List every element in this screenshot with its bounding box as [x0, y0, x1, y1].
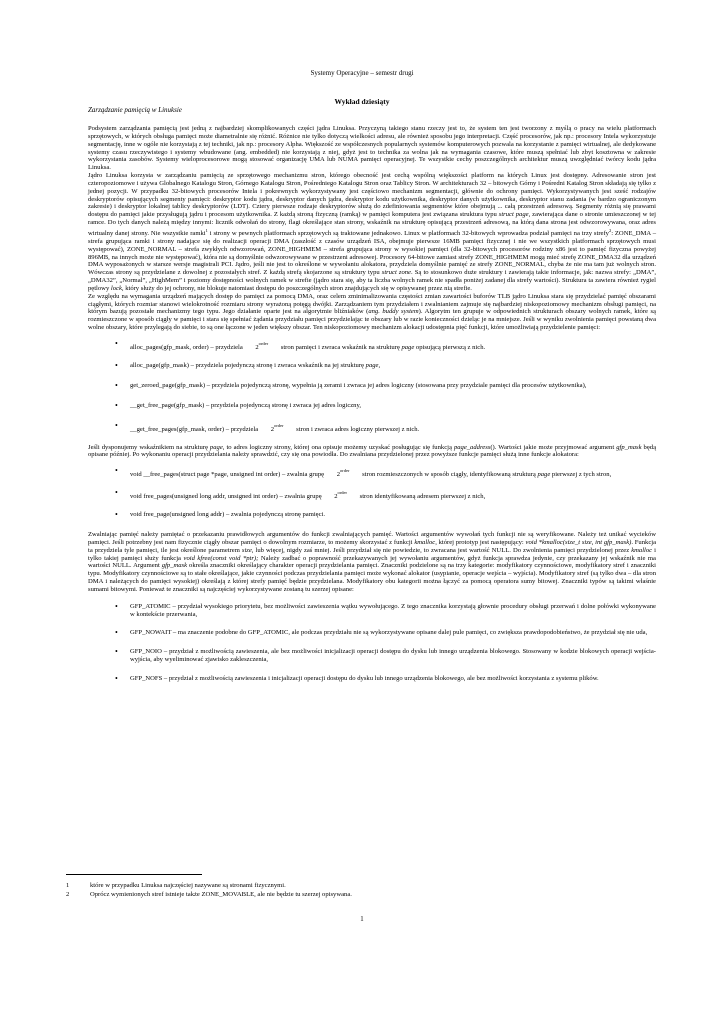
list-item: • alloc_pages(gfp_mask, order) – przydziela $2^{order}stron$ pamięci i zwraca wskaźnik na strukturę page opisującą pierwszą z nich. — [115, 338, 486, 351]
footnote-separator — [66, 874, 202, 875]
footnote-ref-1[interactable]: 1 — [205, 227, 208, 233]
running-header: Systemy Operacyjne – semestr drugi — [310, 69, 414, 77]
list-item: • void free_page(unsigned long addr) – zwalnia pojedynczą stronę pamięci. — [115, 510, 325, 519]
bullet-icon: • — [115, 400, 118, 410]
bullet-icon: • — [115, 380, 118, 390]
power-of-two: $2^{order}$ — [255, 340, 269, 351]
footnote-2: 2 Oprócz wymienionych stref istnieje także ZONE_MOVABLE, ale nie będzie tu szerzej opisywana. — [66, 891, 352, 898]
page-number: 1 — [360, 916, 364, 923]
alloc-functions-list — [88, 340, 656, 434]
list-item: • GFP_NOIO – przydział z możliwością zawieszenia, ale bez możliwości inicjalizacji operacji dostępu do dysku lub innego urządzenia blokowego. Stosowany w kodzie blokowych operacji wejścia-wyjścia, aby wyeliminować zjawisko zakleszczenia, — [115, 647, 656, 664]
power-of-two: $2^{order}$ — [270, 422, 284, 433]
bullet-icon: • — [115, 647, 118, 657]
body-content — [88, 125, 656, 694]
list-item: • GFP_NOWAIT – ma znaczenie podobne do GFP_ATOMIC, ale podczas przydziału nie są wykorzystywane opisane dalej pule pamięci, co zwiększa prawdopodobieństwo, że przydział się nie uda, — [115, 628, 648, 638]
list-item: • __get_free_page(gfp_mask) – przydziela pojedynczą stronę i zwraca jej adres logiczny, — [115, 400, 361, 410]
list-item: • __get_free_pages(gfp_mask, order) – przydziela $2^{order}stron$ i zwraca adres logiczny pierwszej z nich. — [115, 420, 420, 433]
list-item: • GFP_NOFS – przydział z możliwością zawieszenia i inicjalizacji operacji dostępu do dysku lub innego urządzenia blokowego, ale bez możliwości korzystania z systemu plików. — [115, 673, 599, 683]
bullet-icon: • — [115, 420, 118, 430]
power-of-two: $2^{order}$ — [334, 490, 348, 501]
list-item: • GFP_ATOMIC – przydział wysokiego priorytetu, bez możliwości zawieszenia wątku wywołującego. Z tego znacznika korzystają głownie procedury obsługi przerwań i dolne połówki wykonywane w kontekście przerwania, — [115, 601, 656, 618]
bullet-icon: • — [115, 360, 118, 370]
free-functions-list — [88, 467, 656, 521]
buddy-paragraph: Ze względu na wymagania urządzeń mających dostęp do pamięci za pomocą DMA, oraz celem zminimalizowania częstości zmian zawartości buforów TLB jądro Linuksa stara się przydzielać pamięć obszarami ciągłymi, których rozmiar stanowi wielokrotność rozmiaru strony wyrażoną potęgą dwójki. Zarządzaniem tym przydziałem i zwalnianiem zajmuje się najbardziej niskopoziomowy mechanizm obsługi pamięci, na którym bazują pozostałe mechanizmy tego typu. Jego działanie oparte jest na algorytmie bliźniaków (ang. buddy system). Algorytm ten grupuje w odpowiednich strukturach obszary wolnych ramek, które są rozmieszczone w sposób ciągły w pamięci i stara się spełniać żądania przydziału pamięci przydzielając te obszary lub w razie konieczności dzieląc je na mniejsze. Jeśli w wyniku zwolnienia pamięci powstaną dwa wolne obszary, które przylegają do siebie, to są one łączone w jeden większy obszar. Ten niskopoziomowy mechanizm alokacji udostępnia pięć funkcji, które umożliwiają przydzielenie pamięci: — [88, 292, 656, 332]
intro-paragraph: Podsystem zarządzania pamięcią jest jedną z najbardziej skomplikowanych części jądra Linuksa. Przyczyną takiego stanu rzeczy jest to, że system ten jest tworzony z myślą o pracy na wielu platformach sprzętowych, w których obsługa pamięci może diametralnie się różnić. Różnice nie tylko dotyczą wielkości adresu, ale również sposobu jego interpretacji. Część procesorów, jak np.: procesory Intela wykorzystuje segmentację, inne w ogóle nie korzystają z tej techniki, jak np.: procesory Alpha. Większość ze współczesnych popularnych systemów komputerowych pozwala na korzystanie z pamięci wirtualnej, ale dedykowane systemy czasu rzeczywistego i systemy wbudowane (ang. embedded) nie korzystają z niej, gdyż jest to technika za wolna jak na wymagania czasowe, które muszą spełniać lub zbyt kosztowna w zakresie wykorzystania zasobów. Systemy wieloprocesorowe mogą stosować organizację UMA lub NUMA pamięci operacyjnej. Te wszystkie cechy poszczególnych architektur muszą uwzględniać twórcy kodu jądra Linuksa. — [88, 125, 656, 172]
power-of-two: $2^{order}$ — [336, 468, 350, 479]
bullet-icon: • — [115, 488, 118, 498]
lecture-title: Wykład dziesiąty — [334, 97, 390, 106]
footnote-1: 1 które w przypadku Linuksa najczęściej nazywane są stronami fizycznymi. — [66, 882, 286, 889]
list-item: • get_zeroed_page(gfp_mask) – przydziela pojedynczą stronę, wypełnia ją zerami i zwraca jej adres logiczny (stosowana przy przydziale pamięci dla procesów użytkownika), — [115, 380, 587, 390]
paging-paragraph: Jądro Linuksa korzysta w zarządzaniu pamięcią ze sprzętowego mechanizmu stron, którego obecność jest cechą wspólną większości platform na których Linux jest dostępny. Adresowanie stron jest czteropoziomowe i używa Globalnego Katalogu Stron, Górnego Katalogu Stron, Pośredniego Katalogu Stron oraz Tablicy Stron. W architekturach 32 – bitowych Górny i Pośredni Katalog Stron składają się tylko z jednej pozycji. W przypadku 32-bitowych procesorów Intela i pokrewnych wykorzystywany jest częściowo mechanizm segmentacji, głównie do ochrony pamięci. Wykorzystywanych jest sześć rodzajów deskryptorów opisujących segmenty pamięci: deskryptor kodu jądra, deskryptor danych jądra, deskryptor kodu użytkownika, deskryptor danych użytkownika, deskryptor stanu zadania (w bardzo ograniczonym zakresie) i deskryptor lokalnej tablicy deskryptorów (LDT). Cztery pierwsze rodzaje deskryptorów służą do zdefiniowania segmentów które obejmują ... całą przestrzeń adresową. Segmenty różnią się prawami dostępu do pamięci jakie przysługują jądru i procesom użytkownika. Z każdą stroną fizyczną (ramką) w pamięci komputera jest związana struktura typu struct page, zawierająca dane o stronie umieszczonej w tej ramce. Do tych danych należą między innymi: licznik odwołań do strony, flagi określające stan strony, wskaźnik na strukturę opisującą przestrzeń adresową, na którą dana strona jest odwzorowywana, oraz adres wirtualny danej strony. Nie wszystkie ramki$^1$ i strony w pewnych platformach sprzętowych są traktowane jednakowo. Linux w platformach 32-bitowych wprowadza podział pamięci na trzy strefy$^2$: ZONE_DMA – strefa grupująca ramki i strony nadające się do realizacji operacji DMA (zaszłość z czasów urządzeń ISA, obejmuje pierwsze 16MB pamięci fizycznej i nie we wszystkich platformach sprzętowych musi występować), ZONE_NORMAL – strefa zwykłych odwzorowań, ZONE_HIGHMEM – strefa grupująca strony w wysokiej pamięci (dla 32-bitowych procesorów rodziny x86 jest to pamięć fizyczna powyżej 896MB, na innych może nie występować), która nie są domyślnie odwzorowywane w przestrzeni adresowej. Procesory 64-bitowe zamiast strefy ZONE_HIGHMEM mogą mieć strefę ZONE_DMA32 dla urządzeń DMA wyposażonych w starsze wersje magistrali PCI. Jądro, jeśli nie jest to określone w wywołaniu alokatora, przydziela domyślnie pamięć ze strefy ZONE_NORMAL, chyba że nie ma tam już wolnych stron. Wówczas strony są przydzielane z dowolnej z pozostałych stref. Z każdą strefą skojarzone są struktury typu struct zone. Są to stosunkowo duże struktury i zawierają takie informacje, jak: nazwa strefy: „DMA”, „DMA32”, „Normal”, „HighMem” i poziomy dostępności wolnych ramek w strefie (jądro stara się, aby ta liczba wolnych ramek nie spadła poniżej zadanej dla strefy wartości). Struktura ta zawiera również rygiel pętlowy lock, który służy do jej ochrony, nie blokuje natomiast dostępu do poszczególnych stron znajdujących się w opisywanej przez nią strefie. — [88, 172, 657, 292]
bullet-icon: • — [115, 338, 118, 348]
footnotes — [66, 881, 666, 899]
list-item: • void free_pages(unsigned long addr, unsigned int order) – zwalnia grupę $2^{order}stron$ identyfikowaną adresem pierwszej z nich, — [115, 488, 486, 501]
footnote-ref-2[interactable]: 2 — [608, 227, 612, 233]
bullet-icon: • — [115, 466, 118, 476]
bullet-icon: • — [115, 628, 118, 638]
list-item: • alloc_page(gfp_mask) – przydziela pojedynczą stronę i zwraca wskaźnik na jej strukturę page, — [115, 360, 381, 370]
gfp-modifiers-list — [88, 603, 656, 683]
kmalloc-paragraph: Zwalniając pamięć należy pamiętać o przekazaniu prawidłowych argumentów do funkcji zwalniających pamięć. Wartości argumentów wywołań tych funkcji nie są weryfikowane. Należy też unikać wycieków pamięci. Jeśli potrzebny jest nam fizycznie ciągły obszar pamięci o dowolnym rozmiarze, to możemy skorzystać z funkcji kmalloc, której prototyp jest następujący: void *kmalloc(size_t size, int gfp_mask). Funkcja ta przydziela tyle pamięci, ile jest określone parametrem size, lub więcej, nigdy zaś mniej. Jeśli przydział się nie powiedzie, to zwracana jest wartość NULL. Do zwolnienia pamięci przydzielonej przez kmalloc i tylko takiej pamięci służy funkcja void kfree(const void *ptr); Należy zadbać o poprawność przekazywanych jej wywołaniu argumentów, gdyż funkcja sprawdza jedynie, czy przekazany jej wskaźnik nie ma wartości NULL. Argument gfp_mask określa znaczniki określający charakter operacji przydzielania pamięci. Znaczniki podzielone są na trzy kategorie: modyfikatory czynnościowe, modyfikatory stref i znaczniki typu. Modyfikatory czynnościowe są to stałe określające, jakie czynności podczas przydzielania pamięci może wykonać alokator (usypianie, operacje wejścia – wyjścia). Modyfikatory stref (są tylko dwa – dla stron DMA i należących do pamięci wysokiej) określają z której strefy pamięć będzie przydzielana. Modyfikatory obu kategorii można łączyć za pomocą operatora sumy bitowej. Znaczniki typów są takimi właśnie sumami bitowymi. Ponieważ te znaczniki są najczęściej wykorzystywane zostaną tu szerzej opisane: — [88, 531, 657, 593]
bullet-icon: • — [115, 673, 118, 683]
list-item: • void __free_pages(struct page *page, unsigned int order) – zwalnia grupę $2^{order}stron$ rozmieszczonych w sposób ciągły, identyfikowaną strukturą page pierwszej z tych stron, — [115, 466, 612, 479]
bullet-icon: • — [115, 510, 118, 519]
page-address-paragraph: Jeśli dysponujemy wskaźnikiem na strukturę page, to adres logiczny strony, której ona opisuje możemy uzyskać posługując się funkcją page_address(). Wartości jakie może przyjmować argument gfp_mask będą opisane później. Po wykonaniu operacji przydzielania należy sprawdzić, czy się ona powiodła. Do zwalniana przydzielonej przez powyższe funkcje pamięci służą inne funkcje alokatora: — [88, 443, 657, 459]
section-subtitle: Zarządzanie pamięcią w Linuksie — [88, 106, 182, 114]
bullet-icon: • — [115, 601, 118, 611]
